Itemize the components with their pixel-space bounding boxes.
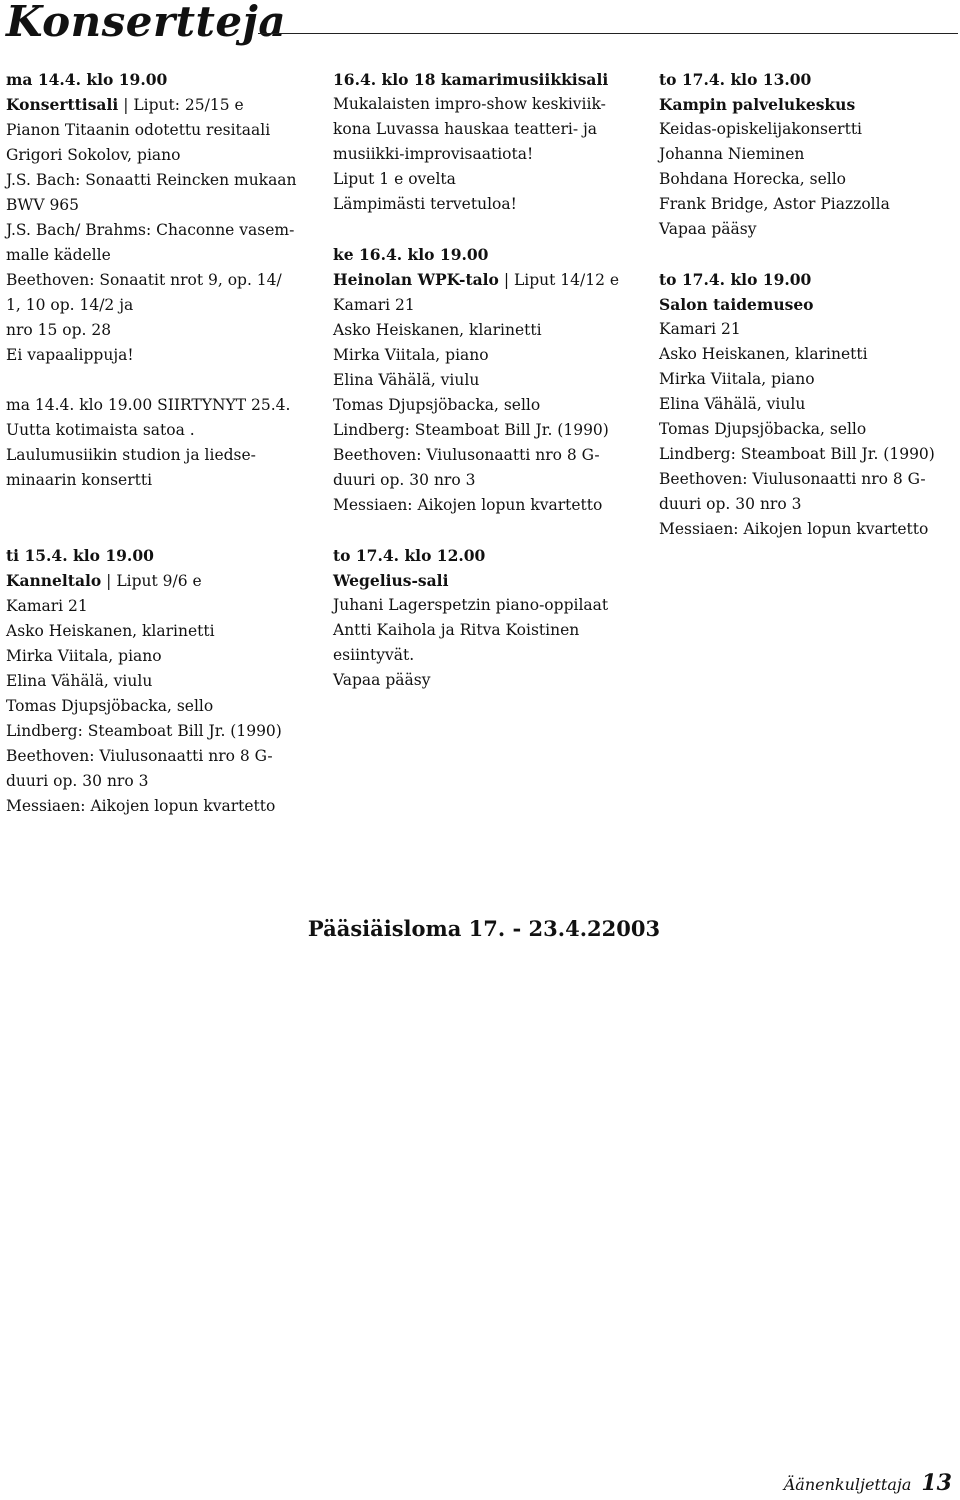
title-rule (258, 33, 958, 34)
event-line: Lindberg: Steamboat Bill Jr. (1990) (6, 722, 282, 740)
event-line: Tomas Djupsjöbacka, sello (659, 420, 867, 438)
event-line: Mirka Viitala, piano (333, 346, 489, 364)
event-line: Asko Heiskanen, klarinetti (6, 622, 215, 640)
event-price: Liput 9/6 e (116, 572, 202, 590)
event-line: Lindberg: Steamboat Bill Jr. (1990) (333, 421, 609, 439)
event-line: Mirka Viitala, piano (659, 370, 815, 388)
event-line: Beethoven: Viulusonaatti nro 8 G- (333, 446, 600, 464)
event-line: duuri op. 30 nro 3 (659, 495, 802, 513)
column-1 (6, 67, 316, 819)
event-venue: Kanneltalo (6, 571, 102, 590)
event-line: Elina Vähälä, viulu (659, 395, 806, 413)
event-line: Kamari 21 (333, 296, 415, 314)
event-line: J.S. Bach/ Brahms: Chaconne vasem- (6, 221, 295, 239)
event-line: Grigori Sokolov, piano (6, 146, 181, 164)
separator: | (503, 271, 510, 289)
event-line: Asko Heiskanen, klarinetti (659, 345, 868, 363)
event-line: Pianon Titaanin odotettu resitaali (6, 121, 271, 139)
event-line: Mukalaisten impro-show keskiviik- (333, 95, 606, 113)
event-line: Kamari 21 (6, 597, 88, 615)
event-date: to 17.4. klo 13.00 (659, 70, 812, 89)
event (333, 543, 638, 693)
event-line: Uutta kotimaista satoa . (6, 421, 195, 439)
holiday-notice: Pääsiäisloma 17. - 23.4.22003 (307, 916, 661, 941)
event-line: Messiaen: Aikojen lopun kvartetto (333, 496, 603, 514)
event-line: BWV 965 (6, 196, 80, 214)
event-line: Juhani Lagerspetzin piano-oppilaat (333, 596, 609, 614)
event-line: Johanna Nieminen (659, 145, 805, 163)
event-date: ke 16.4. klo 19.00 (333, 245, 489, 264)
event-line: Beethoven: Sonaatit nrot 9, op. 14/ (6, 271, 282, 289)
event (6, 393, 316, 493)
event-line: Lämpimästi tervetuloa! (333, 195, 517, 213)
event-venue: Heinolan WPK-talo (333, 270, 499, 289)
separator: | (123, 96, 129, 114)
event-line: Laulumusiikin studion ja liedse- (6, 446, 256, 464)
event-line: ma 14.4. klo 19.00 SIIRTYNYT 25.4. (6, 396, 291, 414)
event-line: Messiaen: Aikojen lopun kvartetto (659, 520, 929, 538)
event-line: kona Luvassa hauskaa teatteri- ja (333, 120, 598, 138)
event (6, 543, 316, 819)
event-venue-line (6, 92, 316, 118)
event-venue-line (6, 568, 316, 594)
separator: | (106, 572, 112, 590)
event-line: Asko Heiskanen, klarinetti (333, 321, 542, 339)
event-line: esiintyvät. (333, 646, 415, 664)
column-2 (333, 67, 638, 693)
event (333, 242, 638, 518)
event-line: duuri op. 30 nro 3 (6, 772, 149, 790)
event-line: Mirka Viitala, piano (6, 647, 162, 665)
event-line: 1, 10 op. 14/2 ja (6, 296, 134, 314)
event-line: Liput 1 e ovelta (333, 170, 456, 188)
event-line: Antti Kaihola ja Ritva Koistinen (333, 621, 580, 639)
page-footer (784, 1470, 952, 1496)
event-line: Elina Vähälä, viulu (333, 371, 480, 389)
event-venue: Konserttisali (6, 95, 119, 114)
event-line: duuri op. 30 nro 3 (333, 471, 476, 489)
event-line: Ei vapaalippuja! (6, 346, 134, 364)
event-line: minaarin konsertti (6, 471, 153, 489)
magazine-name: Äänenkuljettaja (783, 1475, 912, 1494)
event-date: to 17.4. klo 12.00 (333, 546, 486, 565)
event-price: Liput 14/12 e (513, 271, 620, 289)
event-line: Elina Vähälä, viulu (6, 672, 153, 690)
event-line: Vapaa pääsy (659, 220, 757, 238)
event (659, 267, 959, 542)
event-line: nro 15 op. 28 (6, 321, 112, 339)
event-venue-line (333, 267, 638, 293)
event-date: to 17.4. klo 19.00 (659, 270, 812, 289)
event-date: 16.4. klo 18 kamarimusiikkisali (333, 70, 609, 89)
event-line: Beethoven: Viulusonaatti nro 8 G- (659, 470, 926, 488)
event-line: musiikki-improvisaatiota! (333, 145, 534, 163)
event-line: J.S. Bach: Sonaatti Reincken mukaan (6, 171, 297, 189)
event-venue: Salon taidemuseo (659, 295, 814, 314)
event-date: ma 14.4. klo 19.00 (6, 70, 168, 89)
event (659, 67, 959, 242)
column-3 (659, 67, 959, 542)
event-line: Tomas Djupsjöbacka, sello (6, 697, 214, 715)
page-title: Konsertteja (6, 0, 287, 46)
event-line: Frank Bridge, Astor Piazzolla (659, 195, 890, 213)
event-line: Tomas Djupsjöbacka, sello (333, 396, 541, 414)
event-line: Lindberg: Steamboat Bill Jr. (1990) (659, 445, 935, 463)
page-number: 13 (921, 1470, 952, 1496)
event-line: malle kädelle (6, 246, 111, 264)
event-price: Liput: 25/15 e (133, 96, 244, 114)
event-line: Beethoven: Viulusonaatti nro 8 G- (6, 747, 273, 765)
event-venue: Wegelius-sali (333, 571, 449, 590)
event-date: ti 15.4. klo 19.00 (6, 546, 154, 565)
event-line: Messiaen: Aikojen lopun kvartetto (6, 797, 276, 815)
event-line: Bohdana Horecka, sello (659, 170, 846, 188)
event-line: Kamari 21 (659, 320, 741, 338)
event (6, 67, 316, 368)
event-line: Vapaa pääsy (333, 671, 431, 689)
event (333, 67, 638, 217)
event-venue: Kampin palvelukeskus (659, 95, 856, 114)
event-line: Keidas-opiskelijakonsertti (659, 120, 862, 138)
